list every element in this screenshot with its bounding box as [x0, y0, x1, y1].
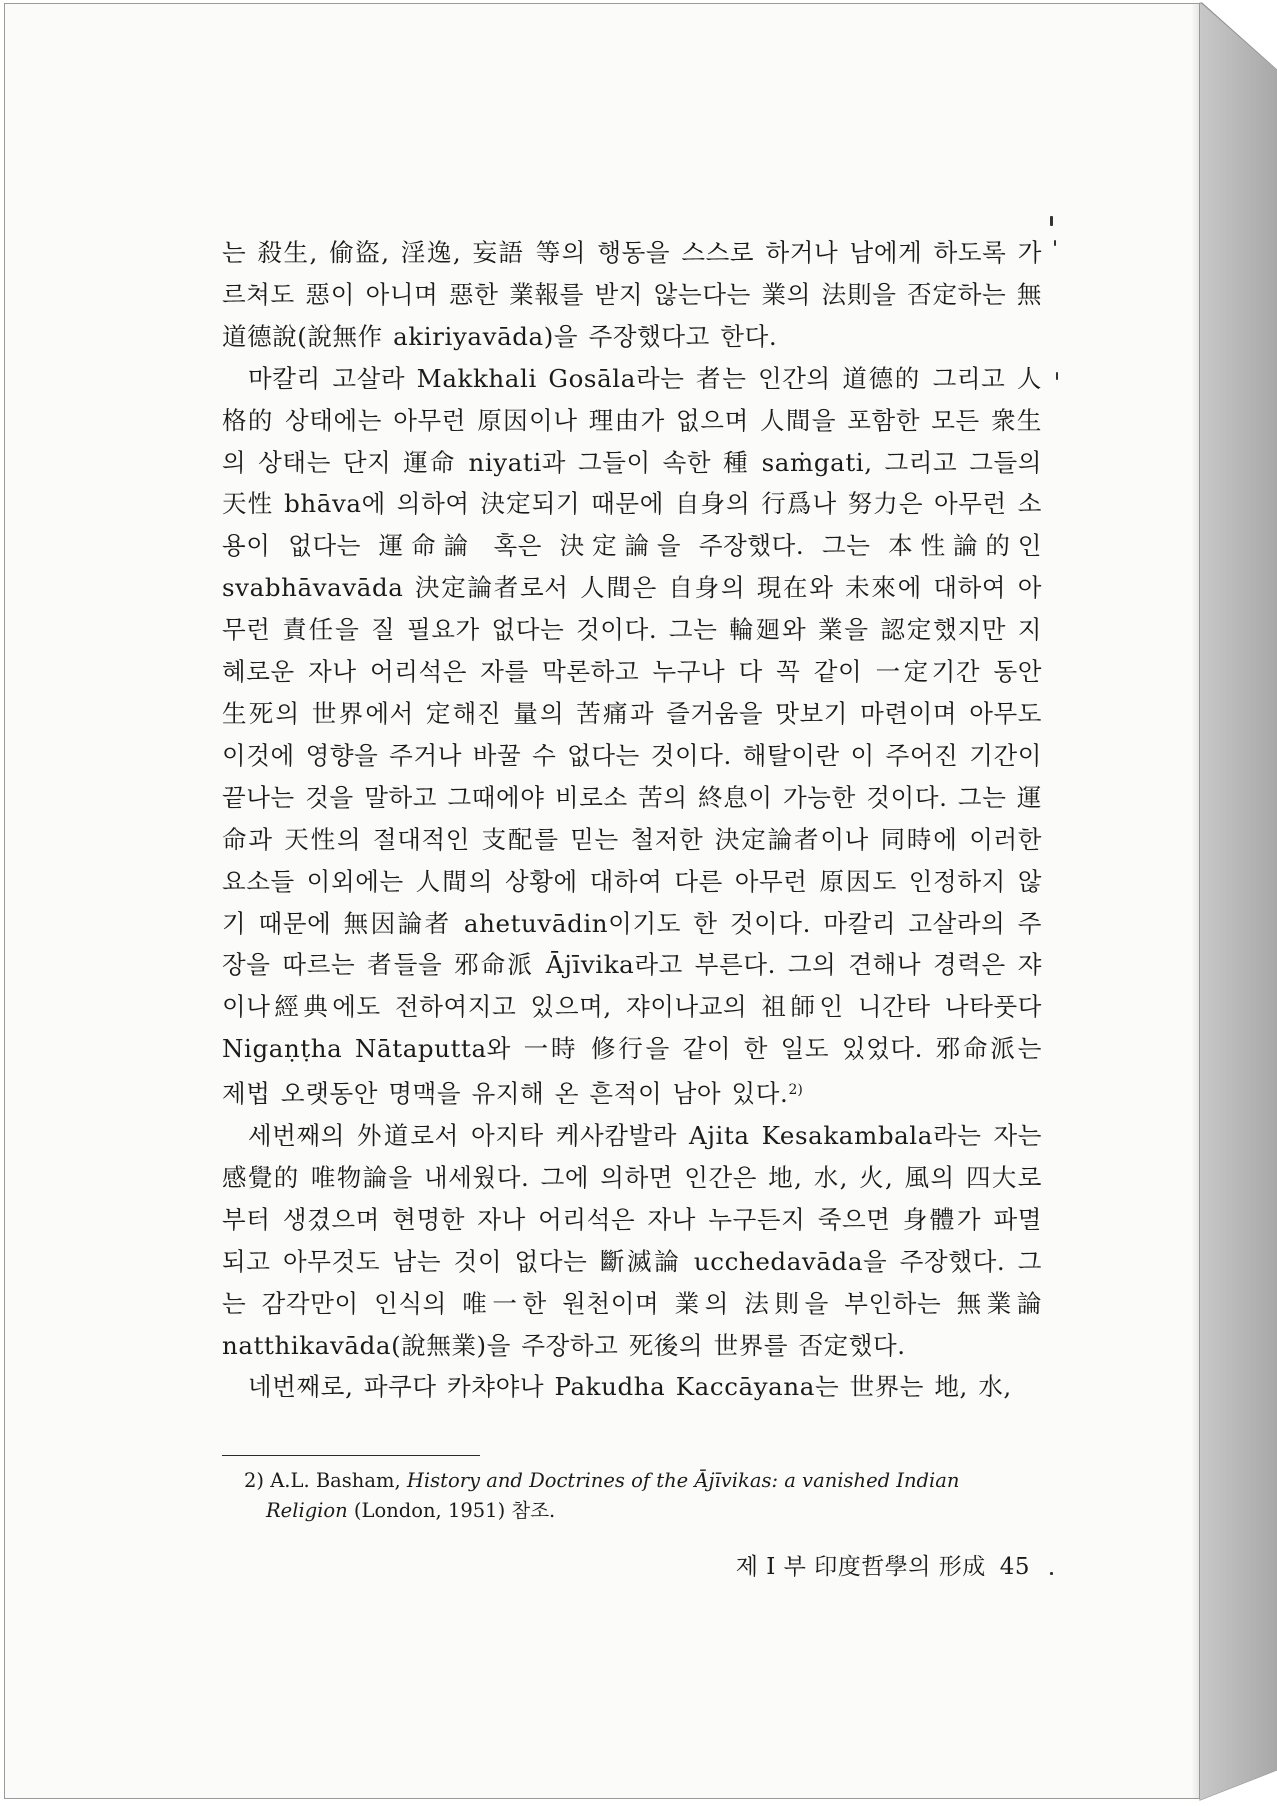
scan-speck	[1056, 372, 1058, 380]
footnote-divider	[222, 1455, 480, 1456]
paragraph-3: 세번째의 外道로서 아지타 케사캄발라 Ajita Kesakambala라는 자는 感覺的 唯物論을 내세웠다. 그에 의하면 인간은 地, 水, 火, 風의 四大로부터 생겼으며 현명한 자나 어리석은 자나 누구든지 죽으면 身體가 파멸되고 아무것도 남는 것이 없다는 斷滅論 ucchedavāda을 주장했다. 그는 감각만이 인식의 唯一한 원천이며 業의 法則을 부인하는 無業論 natthikavāda(說無業)을 주장하고 死後의 世界를 否定했다.	[222, 1121, 1042, 1360]
scan-speck	[1050, 216, 1053, 226]
footnote-title-line2: Religion	[266, 1499, 348, 1522]
page-number: 45	[999, 1554, 1030, 1580]
scan-speck	[1050, 1572, 1053, 1575]
section-label: 제 I 부 印度哲學의 形成	[735, 1554, 986, 1580]
footnote-publication: (London, 1951) 참조.	[353, 1499, 556, 1522]
footnote-title-line1: History and Doctrines of the Ājīvikas: a vanished Indian	[406, 1469, 960, 1492]
footnote	[244, 1466, 1044, 1526]
running-footer	[700, 1548, 1030, 1581]
footnote-marker: 2)	[244, 1469, 265, 1492]
scan-speck	[1054, 240, 1056, 246]
paragraph-1: 는 殺生, 偷盜, 淫逸, 妄語 等의 행동을 스스로 하거나 남에게 하도록 가르쳐도 惡이 아니며 惡한 業報를 받지 않는다는 業의 法則을 否定하는 無道德說(說無作 akiriyavāda)을 주장했다고 한다.	[222, 238, 1042, 351]
paragraph-2	[222, 358, 1042, 1115]
page-shadow	[1191, 4, 1199, 1798]
footnote-reference: 2)	[788, 1082, 803, 1099]
paragraph-2-text: 마칼리 고살라 Makkhali Gosāla라는 者는 인간의 道德的 그리고 人格的 상태에는 아무런 原因이나 理由가 없으며 人間을 포함한 모든 衆生의 상태는 단지 運命 niyati과 그들이 속한 種 saṁgati, 그리고 그들의 天性 bhāva에 의하여 決定되기 때문에 自身의 行爲나 努力은 아무런 소용이 없다는 運命論 혹은 決定論을 주장했다. 그는 本性論的인 svabhāvavāda 決定論者로서 人間은 自身의 現在와 未來에 대하여 아무런 責任을 질 필요가 없다는 것이다. 그는 輪廻와 業을 認定했지만 지혜로운 자나 어리석은 자를 막론하고 누구나 다 꼭 같이 一定기간 동안 生死의 世界에서 定해진 量의 苦痛과 즐거움을 맛보기 마련이며 아무도 이것에 영향을 주거나 바꿀 수 없다는 것이다. 해탈이란 이 주어진 기간이 끝나는 것을 말하고 그때에야 비로소 苦의 終息이 가능한 것이다. 그는 運命과 天性의 절대적인 支配를 믿는 철저한 決定論者이나 同時에 이러한 요소들 이외에는 人間의 상황에 대하여 다른 아무런 原因도 인정하지 않기 때문에 無因論者 ahetuvādin이기도 한 것이다. 마칼리 고살라의 주장을 따르는 者들을 邪命派 Ājīvika라고 부른다. 그의 견해나 경력은 쟈이나經典에도 전하여지고 있으며, 쟈이나교의 祖師인 니간타 나타풋다 Nigaṇṭha Nātaputta와 一時 修行을 같이 한 일도 있었다. 邪命派는 제법 오랫동안 명맥을 유지해 온 흔적이 남아 있다.	[222, 363, 1042, 1109]
footnote-author: A.L. Basham,	[270, 1469, 401, 1492]
footnote-continuation	[244, 1496, 1044, 1526]
paragraph-4: 네번째로, 파쿠다 카챠야나 Pakudha Kaccāyana는 世界는 地, 水,	[248, 1372, 1012, 1402]
page-body	[222, 232, 1042, 1408]
